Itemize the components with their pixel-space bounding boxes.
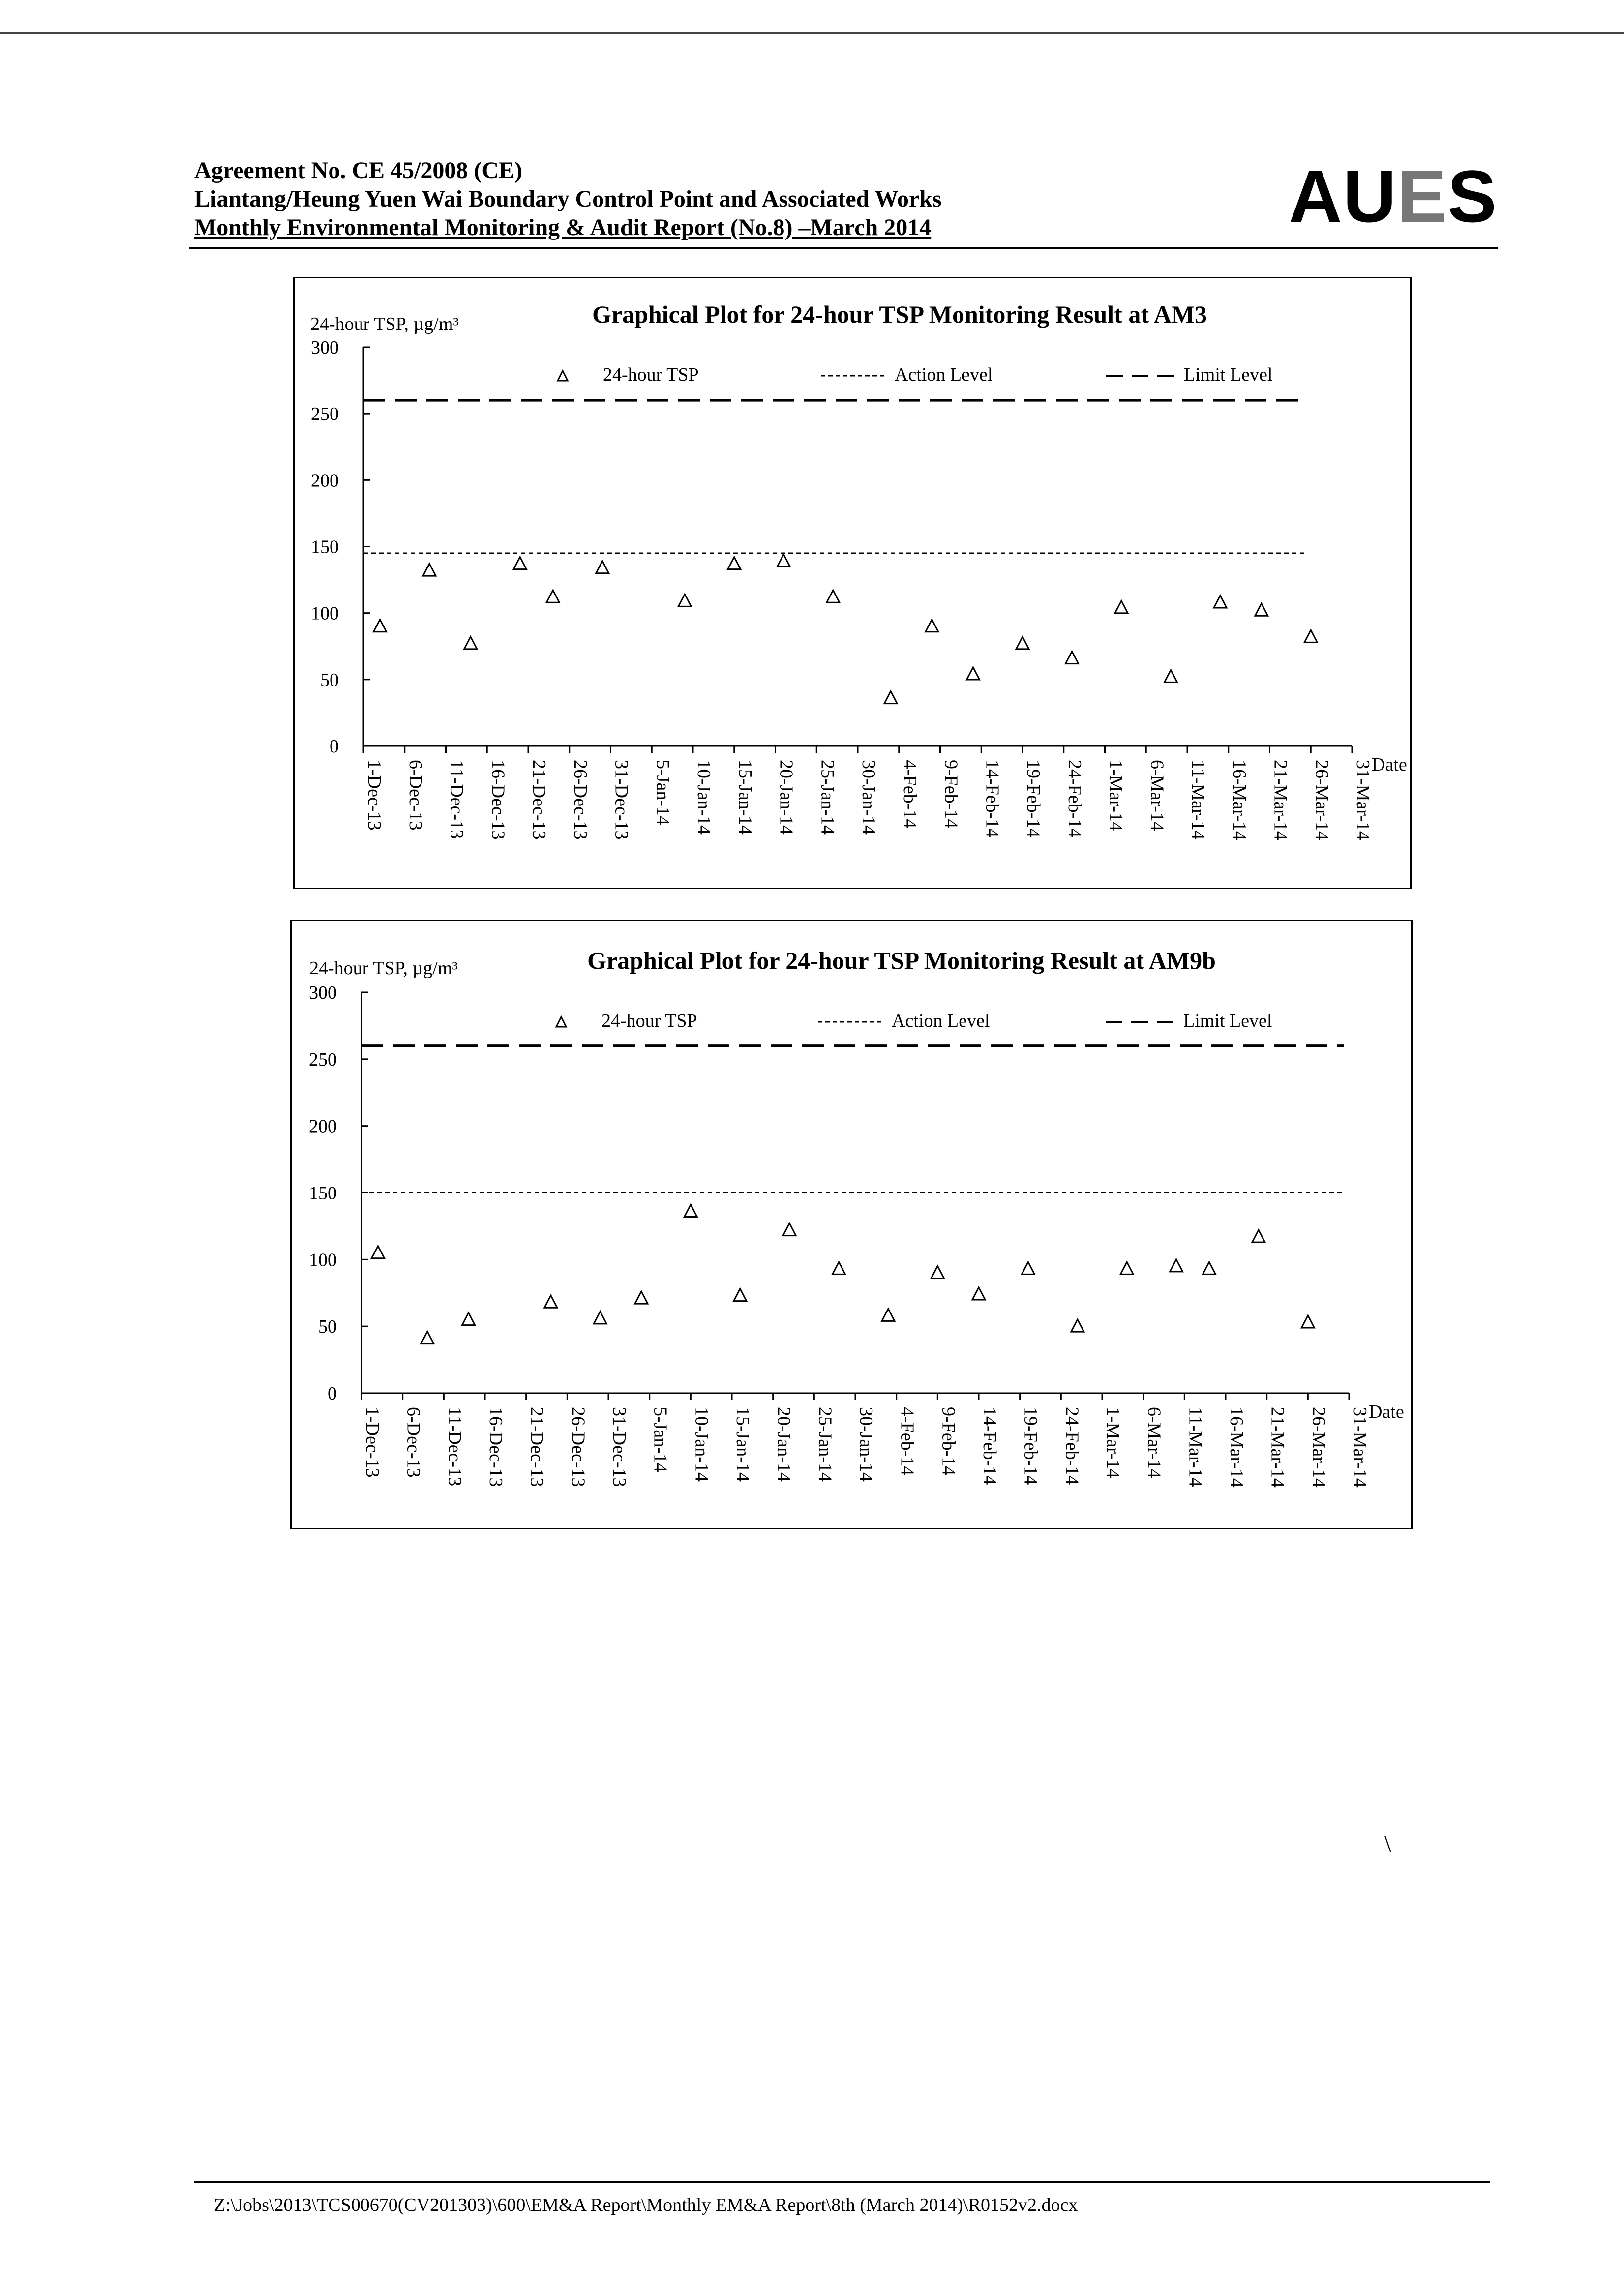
data-point [513,557,526,569]
data-point [1165,670,1177,682]
x-tick-label: 1-Dec-13 [364,760,385,831]
y-axis-label: 24-hour TSP, µg/m³ [310,314,459,334]
x-tick-label: 5-Jan-14 [650,1407,671,1472]
chart-am3-svg [295,278,1410,888]
x-tick-label: 6-Mar-14 [1143,1407,1165,1478]
data-point [1170,1259,1183,1272]
legend [556,1011,1272,1031]
x-tick-label: 16-Dec-13 [485,1407,506,1487]
y-tick-label: 0 [330,736,339,757]
data-point [421,1332,434,1344]
x-tick-label: 21-Mar-14 [1267,1407,1288,1488]
chart-title: Graphical Plot for 24-hour TSP Monitoring Result at AM9b [587,947,1216,974]
chart-am9b [290,920,1413,1529]
legend-marker [556,1017,566,1027]
x-axis-label: Date [1372,754,1407,775]
x-tick-label: 31-Mar-14 [1353,760,1373,840]
x-tick-label: 19-Feb-14 [1020,1407,1041,1485]
x-tick-label: 6-Mar-14 [1146,760,1168,831]
report-title: Monthly Environmental Monitoring & Audit Report (No.8) –March 2014 [194,214,932,240]
legend-label: Limit Level [1183,1011,1272,1031]
x-tick-label: 16-Mar-14 [1226,1407,1247,1488]
x-tick-label: 11-Mar-14 [1188,760,1208,840]
data-point [684,1205,697,1217]
chart-am9b-svg [292,921,1411,1528]
data-point [635,1291,648,1304]
aues-logo: AUES [1289,155,1498,238]
y-tick-label: 200 [309,1116,337,1137]
x-tick-label: 6-Dec-13 [403,1407,424,1478]
x-tick-label: 30-Jan-14 [856,1407,876,1482]
x-tick-label: 31-Dec-13 [609,1407,630,1487]
x-tick-label: 31-Dec-13 [611,760,632,840]
data-point [926,620,938,632]
x-tick-label: 10-Jan-14 [693,760,714,835]
x-tick-label: 5-Jan-14 [652,760,673,825]
data-point [1016,637,1029,649]
data-point [728,557,741,569]
x-tick-label: 20-Jan-14 [773,1407,794,1482]
x-tick-label: 9-Feb-14 [938,1407,959,1476]
x-tick-label: 24-Feb-14 [1064,760,1085,838]
x-tick-label: 26-Mar-14 [1308,1407,1329,1488]
data-point [783,1223,796,1236]
y-tick-label: 250 [311,404,339,425]
report-header [194,156,1498,245]
x-tick-label: 1-Mar-14 [1105,760,1126,831]
x-tick-label: 11-Dec-13 [444,1407,465,1487]
x-tick-label: 1-Mar-14 [1103,1407,1123,1478]
x-tick-label: 21-Dec-13 [526,1407,547,1487]
y-tick-label: 50 [320,669,339,690]
data-point [777,554,790,567]
data-point [884,691,897,704]
x-tick-label: 4-Feb-14 [897,1407,918,1476]
chart-title: Graphical Plot for 24-hour TSP Monitoring Result at AM3 [592,300,1207,328]
legend-label: Limit Level [1184,364,1273,385]
y-tick-label: 200 [311,470,339,491]
data-point [882,1309,895,1321]
y-tick-label: 0 [328,1383,337,1404]
data-point [1214,596,1227,608]
data-point [462,1313,475,1325]
y-tick-label: 100 [311,603,339,624]
data-point [1066,652,1079,664]
data-point [594,1312,606,1324]
data-point [1115,601,1128,613]
x-tick-label: 26-Mar-14 [1311,760,1332,840]
project-title: Liantang/Heung Yuen Wai Boundary Control Point and Associated Works [194,186,942,212]
data-point [1255,603,1268,616]
x-tick-label: 16-Dec-13 [487,760,509,840]
file-path: Z:\Jobs\2013\TCS00670(CV201303)\600\EM&A Report\Monthly EM&A Report\8th (March 2014)\R0152v2.docx [214,2195,1078,2215]
legend [558,364,1272,385]
data-point [734,1289,747,1301]
x-tick-label: 30-Jan-14 [858,760,879,835]
data-point [371,1246,384,1258]
x-tick-label: 26-Dec-13 [570,760,591,840]
y-tick-label: 100 [309,1250,337,1271]
x-tick-label: 11-Mar-14 [1185,1407,1206,1487]
data-point [1252,1230,1265,1242]
stray-mark: \ [1384,1830,1391,1857]
data-point [464,637,477,649]
x-tick-label: 4-Feb-14 [899,760,920,829]
x-tick-label: 19-Feb-14 [1023,760,1044,838]
data-point [931,1266,944,1279]
x-tick-label: 9-Feb-14 [940,760,962,829]
y-tick-label: 150 [309,1183,337,1204]
data-point [972,1287,985,1300]
data-point [1301,1315,1314,1328]
data-point [374,620,387,632]
footer-rule [194,2181,1490,2183]
y-tick-label: 300 [311,337,339,358]
header-rule [189,247,1498,249]
data-point [544,1295,557,1308]
chart-am3 [293,277,1412,889]
x-tick-label: 15-Jan-14 [734,760,755,835]
data-point [1203,1262,1216,1274]
legend-label: Action Level [892,1011,990,1031]
x-tick-label: 20-Jan-14 [776,760,797,835]
x-tick-label: 6-Dec-13 [405,760,426,831]
x-tick-label: 1-Dec-13 [362,1407,383,1478]
data-point [546,590,559,602]
data-point [678,594,691,606]
x-tick-label: 14-Feb-14 [979,1407,1000,1485]
y-tick-label: 250 [309,1049,337,1070]
x-tick-label: 25-Jan-14 [814,1407,836,1482]
scan-edge-line [0,32,1624,34]
data-point [1120,1262,1133,1274]
x-axis-label: Date [1369,1401,1404,1422]
x-tick-label: 16-Mar-14 [1229,760,1250,840]
legend-label: Action Level [895,364,993,385]
y-tick-label: 50 [318,1316,337,1338]
data-point [827,590,840,602]
agreement-number: Agreement No. CE 45/2008 (CE) [194,157,523,183]
x-tick-label: 31-Mar-14 [1350,1407,1370,1488]
data-point [596,561,609,573]
x-tick-label: 21-Dec-13 [529,760,549,840]
x-tick-label: 15-Jan-14 [732,1407,753,1482]
y-tick-label: 150 [311,537,339,558]
y-axis-label: 24-hour TSP, µg/m³ [309,958,458,979]
legend-label: 24-hour TSP [603,364,699,385]
x-tick-label: 26-Dec-13 [568,1407,589,1487]
data-point [423,564,436,576]
x-tick-label: 24-Feb-14 [1061,1407,1083,1485]
data-point [1071,1319,1084,1332]
x-tick-label: 25-Jan-14 [817,760,838,835]
data-point [1022,1262,1034,1274]
legend-label: 24-hour TSP [601,1011,697,1031]
x-tick-label: 21-Mar-14 [1270,760,1291,840]
y-tick-label: 300 [309,983,337,1003]
x-tick-label: 10-Jan-14 [691,1407,712,1482]
x-tick-label: 14-Feb-14 [982,760,1003,838]
data-point [833,1262,845,1274]
data-point [967,667,980,680]
legend-marker [558,371,568,381]
data-point [1304,630,1317,642]
x-tick-label: 11-Dec-13 [446,760,467,839]
